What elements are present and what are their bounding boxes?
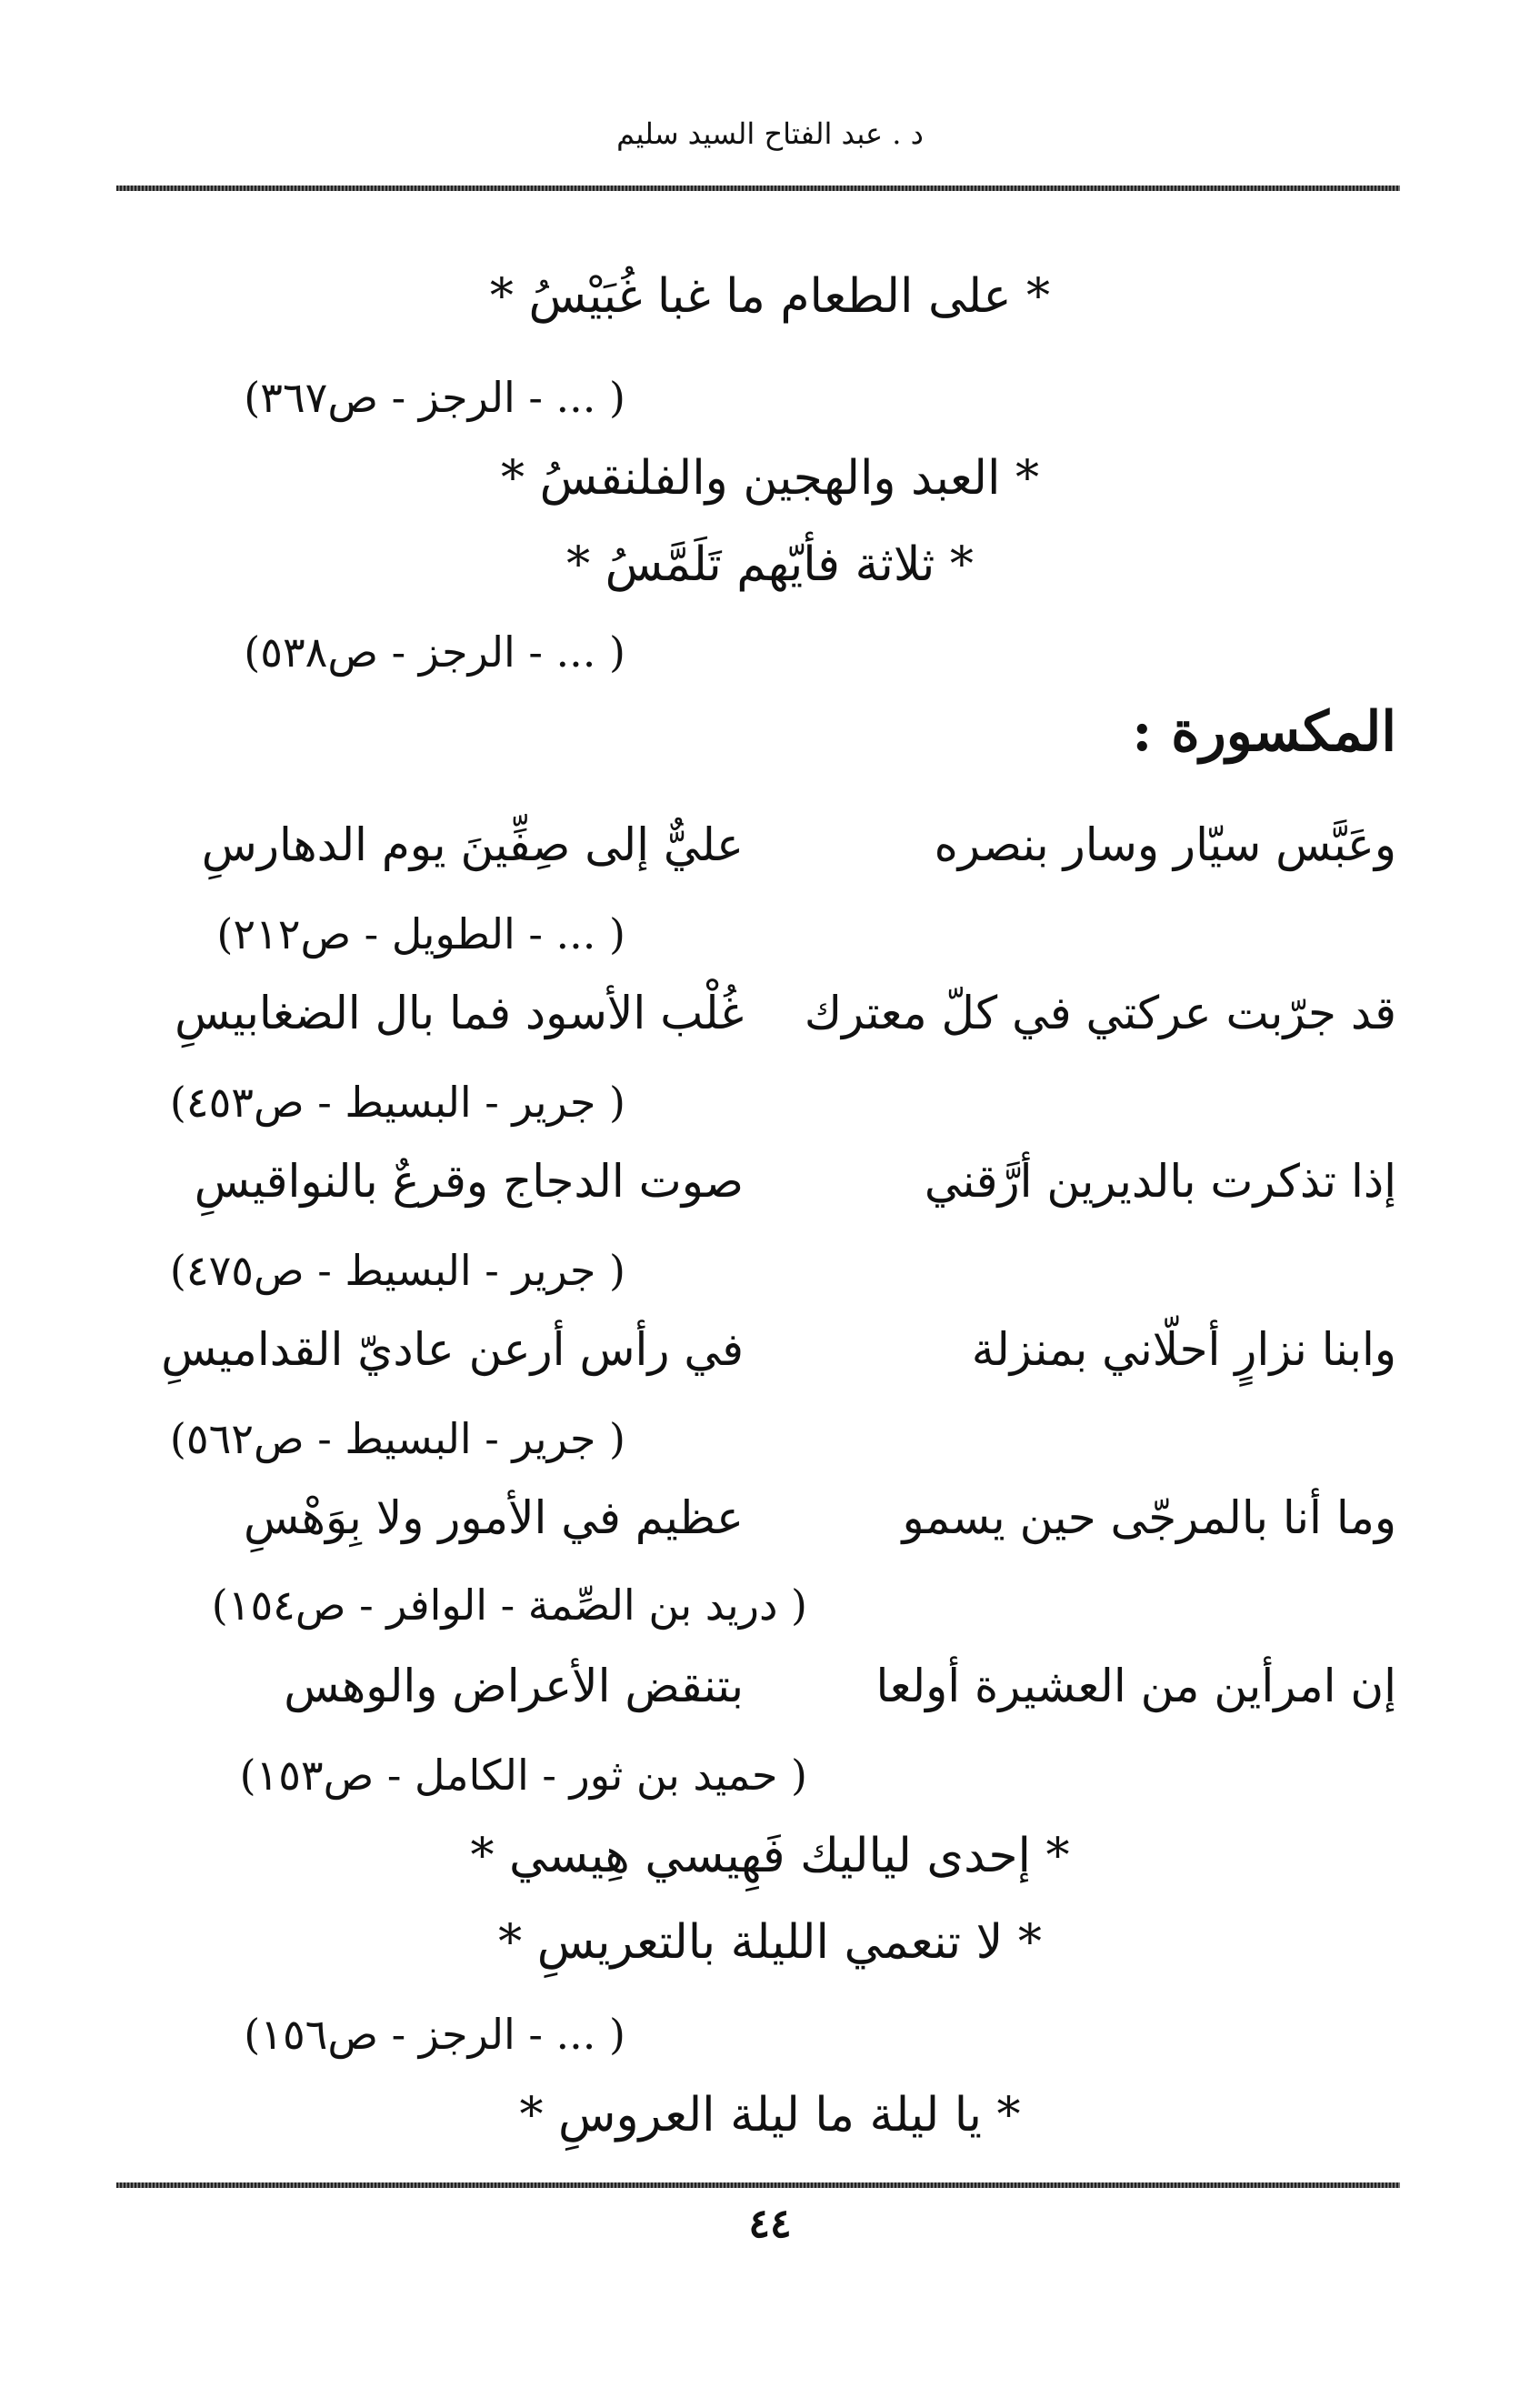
verse-first-hemistich: إذا تذكرت بالديرين أرَّقني bbox=[924, 1155, 1396, 1208]
verse-second-hemistich: غُلْب الأسود فما بال الضغابيسِ bbox=[175, 987, 744, 1039]
citation: ( ... - الرجز - ص٥٣٨) bbox=[244, 627, 625, 677]
verse-first-hemistich: وما أنا بالمرجّى حين يسمو bbox=[902, 1491, 1396, 1544]
page-number: ٤٤ bbox=[748, 2201, 792, 2247]
verse-first-hemistich: قد جرّبت عركتي في كلّ معترك bbox=[804, 987, 1396, 1039]
hemistich-line: * ثلاثة فأيّهم تَلَمَّسُ * bbox=[566, 537, 974, 592]
footer-rule bbox=[116, 2182, 1400, 2188]
verse-first-hemistich: وعَبَّس سيّار وسار بنصره bbox=[934, 818, 1396, 871]
verse-second-hemistich: في رأس أرعن عاديّ القداميسِ bbox=[161, 1323, 744, 1376]
verse-second-hemistich: عليٌّ إلى صِفِّينَ يوم الدهارسِ bbox=[201, 818, 744, 871]
verse-second-hemistich: عظيم في الأمور ولا بِوَهْسِ bbox=[243, 1491, 744, 1544]
hemistich-line: * لا تنعمي الليلة بالتعريسِ * bbox=[498, 1915, 1042, 1970]
citation: ( حميد بن ثور - الكامل - ص١٥٣) bbox=[239, 1751, 807, 1800]
verse-first-hemistich: إن امرأين من العشيرة أولعا bbox=[875, 1660, 1396, 1712]
section-title: المكسورة : bbox=[1132, 700, 1396, 764]
citation: ( جرير - البسيط - ص٥٦٢) bbox=[169, 1414, 625, 1463]
hemistich-line: * على الطعام ما غبا غُبَيْسُ * bbox=[489, 269, 1051, 324]
hemistich-line: * العبد والهجين والفلنقسُ * bbox=[501, 451, 1039, 506]
citation: ( ... - الرجز - ص٣٦٧) bbox=[244, 373, 625, 422]
hemistich-line: * إحدى لياليك فَهِيسي هِيسي * bbox=[470, 1829, 1070, 1883]
header-rule bbox=[116, 186, 1400, 191]
hemistich-line: * يا ليلة ما ليلة العروسِ * bbox=[519, 2088, 1021, 2142]
citation: ( دريد بن الصِّمة - الوافر - ص١٥٤) bbox=[211, 1580, 807, 1630]
citation: ( جرير - البسيط - ص٤٧٥) bbox=[169, 1246, 625, 1295]
citation: ( ... - الرجز - ص١٥٦) bbox=[244, 2010, 625, 2059]
citation: ( ... - الطويل - ص٢١٢) bbox=[216, 909, 625, 958]
verse-second-hemistich: بتنقض الأعراض والوهس bbox=[284, 1660, 744, 1712]
running-header: د . عبد الفتاح السيد سليم bbox=[616, 116, 924, 151]
verse-first-hemistich: وابنا نزارٍ أحلّاني بمنزلة bbox=[971, 1323, 1396, 1376]
citation: ( جرير - البسيط - ص٤٥٣) bbox=[169, 1078, 625, 1127]
verse-second-hemistich: صوت الدجاج وقرعٌ بالنواقيسِ bbox=[194, 1155, 744, 1208]
